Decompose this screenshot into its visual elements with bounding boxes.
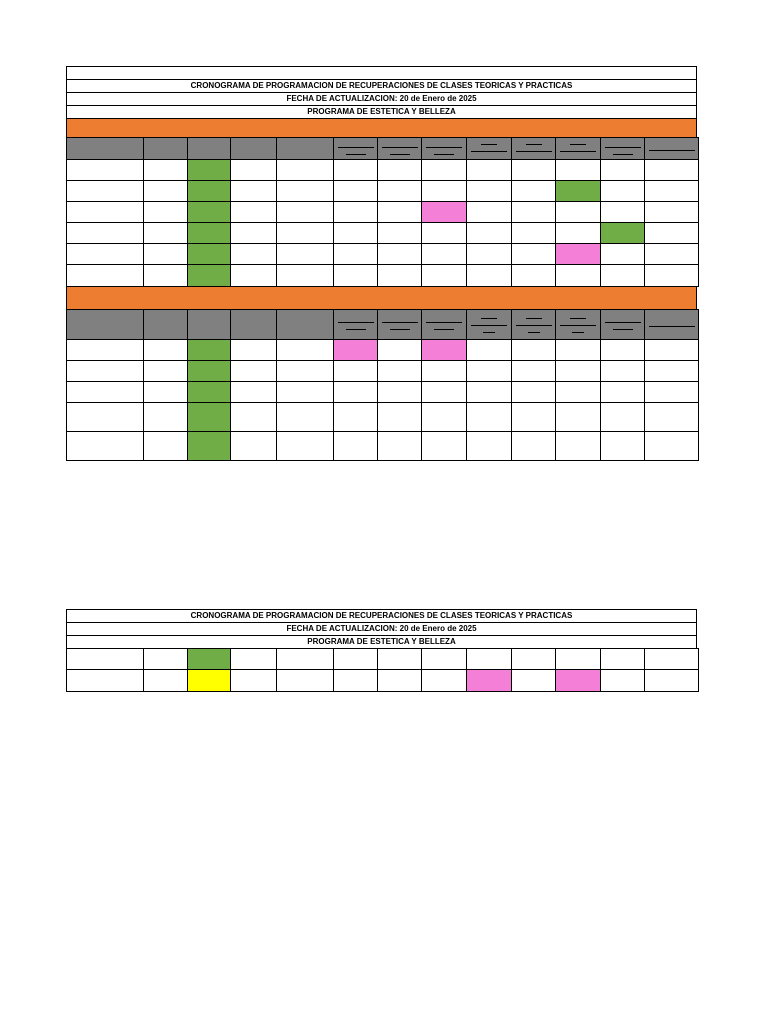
table-cell <box>467 265 512 287</box>
table-cell <box>422 265 467 287</box>
column-header-row <box>67 310 699 340</box>
header-rule <box>528 332 540 333</box>
header-rule <box>572 332 584 333</box>
table-cell <box>334 265 378 287</box>
header-rule <box>560 151 596 152</box>
table-cell <box>601 361 645 382</box>
table-cell <box>645 181 699 202</box>
table-cell <box>334 181 378 202</box>
table-cell <box>277 160 334 181</box>
table-cell <box>512 244 556 265</box>
table-row <box>67 340 699 361</box>
table-cell <box>422 403 467 432</box>
green-cell <box>188 265 231 287</box>
table-cell <box>601 432 645 461</box>
program-name: PROGRAMA DE ESTETICA Y BELLEZA <box>66 105 697 118</box>
table-cell <box>277 223 334 244</box>
table-cell <box>67 223 144 244</box>
group-header-band <box>66 287 697 309</box>
table-cell <box>67 361 144 382</box>
table-cell <box>144 265 188 287</box>
header-rule <box>516 325 552 326</box>
table-cell <box>231 265 277 287</box>
green-cell <box>188 361 231 382</box>
pink-cell <box>422 340 467 361</box>
table-cell <box>334 403 378 432</box>
table-cell <box>467 160 512 181</box>
schedule-table-1 <box>66 137 699 287</box>
table-cell <box>422 361 467 382</box>
column-header <box>277 138 334 160</box>
pink-cell <box>422 202 467 223</box>
table-cell <box>277 403 334 432</box>
table-cell <box>512 670 556 692</box>
column-header <box>231 310 277 340</box>
table-cell <box>144 202 188 223</box>
green-cell <box>188 649 231 670</box>
header-rule <box>481 318 497 319</box>
table-cell <box>556 649 601 670</box>
table-cell <box>422 382 467 403</box>
header-rule <box>346 329 366 330</box>
column-header <box>144 310 188 340</box>
table-cell <box>512 340 556 361</box>
table-cell <box>422 160 467 181</box>
header-rule <box>426 147 462 148</box>
table-cell <box>556 223 601 244</box>
table-cell <box>277 649 334 670</box>
table-cell <box>231 160 277 181</box>
table-cell <box>467 403 512 432</box>
table-cell <box>378 223 422 244</box>
table-cell <box>645 160 699 181</box>
column-header <box>422 138 467 160</box>
table-cell <box>601 403 645 432</box>
table-cell <box>231 361 277 382</box>
table-cell <box>512 361 556 382</box>
table-cell <box>467 244 512 265</box>
table-cell <box>556 340 601 361</box>
column-header <box>601 138 645 160</box>
table-cell <box>144 403 188 432</box>
header-rule <box>649 150 695 151</box>
column-header <box>467 310 512 340</box>
table-cell <box>67 382 144 403</box>
sheet-title: CRONOGRAMA DE PROGRAMACION DE RECUPERACIONES DE CLASES TEORICAS Y PRACTICAS <box>66 609 697 622</box>
table-cell <box>645 670 699 692</box>
pink-cell <box>467 670 512 692</box>
table-row <box>67 670 699 692</box>
green-cell <box>188 340 231 361</box>
column-header <box>512 138 556 160</box>
table-cell <box>378 649 422 670</box>
table-row <box>67 432 699 461</box>
table-cell <box>467 202 512 223</box>
table-cell <box>334 223 378 244</box>
green-cell <box>188 244 231 265</box>
table-cell <box>601 202 645 223</box>
header-rule <box>382 147 418 148</box>
header-rule <box>483 332 495 333</box>
table-cell <box>467 223 512 244</box>
header-rule <box>526 144 542 145</box>
table-cell <box>67 340 144 361</box>
table-cell <box>144 649 188 670</box>
table-cell <box>378 361 422 382</box>
table-cell <box>645 382 699 403</box>
schedule-table-2 <box>66 309 699 461</box>
table-cell <box>67 403 144 432</box>
table-cell <box>601 670 645 692</box>
table-cell <box>231 403 277 432</box>
table-cell <box>601 160 645 181</box>
table-cell <box>67 670 144 692</box>
table-row <box>67 181 699 202</box>
table-cell <box>645 223 699 244</box>
header-rule <box>613 329 633 330</box>
table-cell <box>422 432 467 461</box>
column-header <box>188 138 231 160</box>
green-cell <box>188 432 231 461</box>
table-cell <box>378 202 422 223</box>
table-cell <box>512 265 556 287</box>
table-cell <box>144 244 188 265</box>
table-cell <box>231 202 277 223</box>
table-cell <box>378 670 422 692</box>
table-cell <box>645 244 699 265</box>
header-rule <box>382 322 418 323</box>
green-cell <box>188 403 231 432</box>
table-cell <box>334 382 378 403</box>
table-cell <box>378 181 422 202</box>
table-cell <box>467 361 512 382</box>
column-header <box>556 310 601 340</box>
table-cell <box>144 432 188 461</box>
table-cell <box>144 670 188 692</box>
header-rule <box>346 154 366 155</box>
table-cell <box>231 181 277 202</box>
table-cell <box>645 403 699 432</box>
table-cell <box>277 202 334 223</box>
header-rule <box>649 326 695 327</box>
table-cell <box>601 649 645 670</box>
table-cell <box>512 382 556 403</box>
green-cell <box>188 202 231 223</box>
table-cell <box>601 181 645 202</box>
table-cell <box>144 361 188 382</box>
table-cell <box>67 649 144 670</box>
sheet-title: CRONOGRAMA DE PROGRAMACION DE RECUPERACIONES DE CLASES TEORICAS Y PRACTICAS <box>66 79 697 92</box>
table-cell <box>512 649 556 670</box>
column-header <box>67 138 144 160</box>
table-cell <box>378 244 422 265</box>
column-header <box>67 310 144 340</box>
table-cell <box>556 160 601 181</box>
table-cell <box>601 340 645 361</box>
header-rule <box>570 144 586 145</box>
table-cell <box>601 244 645 265</box>
green-cell <box>188 223 231 244</box>
table-cell <box>645 361 699 382</box>
table-cell <box>378 403 422 432</box>
table-row <box>67 202 699 223</box>
pink-cell <box>556 244 601 265</box>
table-cell <box>467 382 512 403</box>
table-cell <box>144 382 188 403</box>
update-date: FECHA DE ACTUALIZACION: 20 de Enero de 2025 <box>66 92 697 105</box>
table-cell <box>645 649 699 670</box>
table-cell <box>334 670 378 692</box>
table-cell <box>467 340 512 361</box>
header-rule <box>471 325 507 326</box>
table-row <box>67 403 699 432</box>
green-cell <box>556 181 601 202</box>
table-cell <box>556 202 601 223</box>
table-row <box>67 649 699 670</box>
table-cell <box>422 181 467 202</box>
column-header <box>422 310 467 340</box>
column-header <box>645 138 699 160</box>
program-name: PROGRAMA DE ESTETICA Y BELLEZA <box>66 635 697 648</box>
table-cell <box>512 181 556 202</box>
table-cell <box>277 432 334 461</box>
table-cell <box>67 432 144 461</box>
table-cell <box>144 160 188 181</box>
table-cell <box>334 361 378 382</box>
column-header <box>334 138 378 160</box>
header-rule <box>434 329 454 330</box>
table-cell <box>645 265 699 287</box>
table-cell <box>512 223 556 244</box>
header-rule <box>516 151 552 152</box>
green-cell <box>601 223 645 244</box>
table-cell <box>231 340 277 361</box>
table-cell <box>67 244 144 265</box>
table-row <box>67 160 699 181</box>
table-cell <box>556 432 601 461</box>
yellow-cell <box>188 670 231 692</box>
column-header <box>467 138 512 160</box>
column-header <box>556 138 601 160</box>
table-cell <box>334 202 378 223</box>
table-cell <box>601 265 645 287</box>
table-cell <box>277 244 334 265</box>
header-rule <box>481 144 497 145</box>
pink-cell <box>556 670 601 692</box>
table-cell <box>277 181 334 202</box>
table-cell <box>334 649 378 670</box>
table-cell <box>467 432 512 461</box>
column-header <box>378 310 422 340</box>
update-date: FECHA DE ACTUALIZACION: 20 de Enero de 2025 <box>66 622 697 635</box>
table-cell <box>512 160 556 181</box>
table-cell <box>512 403 556 432</box>
header-rule <box>613 154 633 155</box>
schedule-table-3 <box>66 648 699 692</box>
column-header <box>231 138 277 160</box>
table-cell <box>422 244 467 265</box>
table-cell <box>467 181 512 202</box>
table-cell <box>334 432 378 461</box>
column-header <box>277 310 334 340</box>
table-cell <box>512 202 556 223</box>
column-header <box>144 138 188 160</box>
column-header-row <box>67 138 699 160</box>
table-cell <box>67 160 144 181</box>
table-cell <box>67 265 144 287</box>
table-cell <box>334 160 378 181</box>
table-cell <box>645 432 699 461</box>
table-row <box>67 361 699 382</box>
table-cell <box>231 432 277 461</box>
table-cell <box>144 223 188 244</box>
table-cell <box>467 649 512 670</box>
table-cell <box>378 340 422 361</box>
table-cell <box>277 670 334 692</box>
table-cell <box>378 432 422 461</box>
table-cell <box>231 670 277 692</box>
table-cell <box>601 382 645 403</box>
table-row <box>67 265 699 287</box>
header-rule <box>338 147 374 148</box>
table-cell <box>556 361 601 382</box>
table-cell <box>556 265 601 287</box>
header-rule <box>526 318 542 319</box>
table-cell <box>277 361 334 382</box>
table-cell <box>422 223 467 244</box>
table-cell <box>645 340 699 361</box>
table-cell <box>144 340 188 361</box>
table-cell <box>231 649 277 670</box>
header-rule <box>605 147 641 148</box>
column-header <box>645 310 699 340</box>
table-cell <box>231 244 277 265</box>
column-header <box>188 310 231 340</box>
header-rule <box>605 322 641 323</box>
table-cell <box>378 382 422 403</box>
table-cell <box>512 432 556 461</box>
table-cell <box>277 265 334 287</box>
header-rule <box>434 154 454 155</box>
green-cell <box>188 160 231 181</box>
header-rule <box>390 329 410 330</box>
header-rule <box>338 322 374 323</box>
table-cell <box>556 403 601 432</box>
header-rule <box>560 325 596 326</box>
green-cell <box>188 181 231 202</box>
table-row <box>67 223 699 244</box>
table-row <box>67 244 699 265</box>
table-cell <box>378 265 422 287</box>
column-header <box>512 310 556 340</box>
table-row <box>67 382 699 403</box>
table-cell <box>231 223 277 244</box>
green-cell <box>188 382 231 403</box>
table-cell <box>231 382 277 403</box>
header-rule <box>426 322 462 323</box>
table-cell <box>334 244 378 265</box>
blank-row <box>66 66 697 79</box>
table-cell <box>422 670 467 692</box>
header-rule <box>570 318 586 319</box>
column-header <box>378 138 422 160</box>
table-cell <box>645 202 699 223</box>
table-cell <box>378 160 422 181</box>
table-cell <box>144 181 188 202</box>
header-rule <box>390 154 410 155</box>
column-header <box>601 310 645 340</box>
group-header-band <box>66 118 697 137</box>
table-cell <box>556 382 601 403</box>
table-cell <box>422 649 467 670</box>
table-cell <box>277 340 334 361</box>
header-rule <box>471 151 507 152</box>
pink-cell <box>334 340 378 361</box>
table-cell <box>277 382 334 403</box>
schedule-sheet-bottom <box>66 609 697 692</box>
schedule-sheet-top <box>66 66 697 461</box>
column-header <box>334 310 378 340</box>
table-cell <box>67 181 144 202</box>
table-cell <box>67 202 144 223</box>
